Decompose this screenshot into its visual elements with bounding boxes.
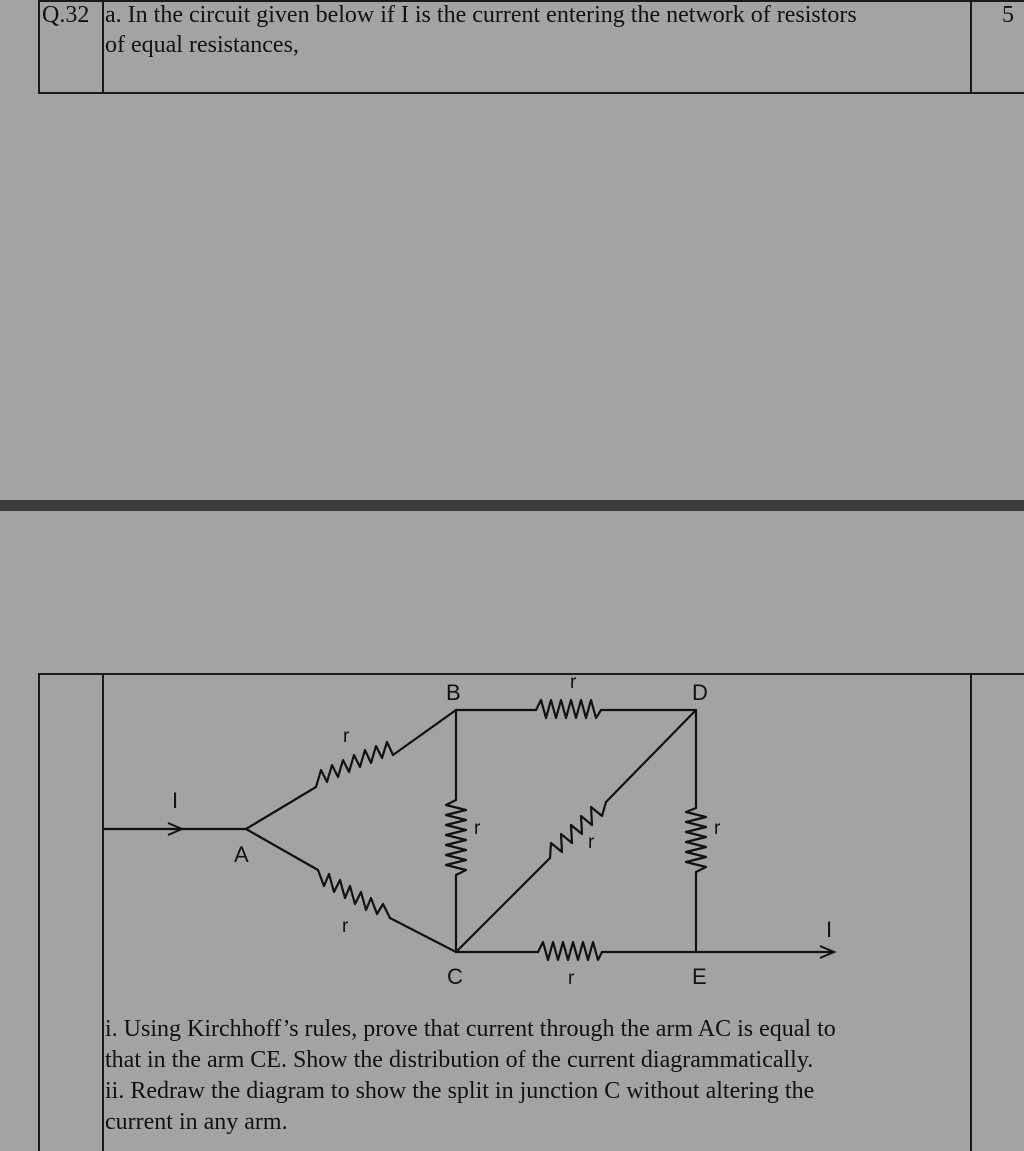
resistor-ce <box>456 942 696 960</box>
marks: 5 <box>1002 2 1014 28</box>
current-out-label: I <box>826 917 833 942</box>
resistor-label-bd: r <box>570 672 577 693</box>
resistor-bd <box>456 700 696 718</box>
current-in-label: I <box>172 788 179 813</box>
node-label-d: D <box>692 680 708 705</box>
node-label-c: C <box>447 964 463 989</box>
resistor-ac <box>246 829 456 952</box>
subpart-ii-line-2: current in any arm. <box>105 1109 288 1135</box>
resistor-label-bc: r <box>474 818 481 839</box>
part-a-line-2: of equal resistances, <box>105 32 299 58</box>
part-a-line-1: a. In the circuit given below if I is the current entering the network of resistors <box>105 2 857 28</box>
resistor-ab <box>246 710 456 829</box>
resistor-cd <box>456 710 696 952</box>
resistor-label-cd: r <box>588 832 595 853</box>
node-label-e: E <box>692 964 707 989</box>
resistor-label-ce: r <box>568 968 575 989</box>
subpart-ii-line-1: ii. Redraw the diagram to show the split in junction C without altering the <box>105 1078 815 1104</box>
question-number: Q.32 <box>42 2 90 28</box>
subpart-i-line-1: i. Using Kirchhoff’s rules, prove that current through the arm AC is equal to <box>105 1016 836 1042</box>
resistor-de <box>686 710 706 952</box>
subpart-i-line-2: that in the arm CE. Show the distribution of the current diagrammatically. <box>105 1047 814 1073</box>
resistor-label-ab: r <box>343 726 350 747</box>
resistor-bc <box>446 710 466 952</box>
resistor-label-ac: r <box>342 916 349 937</box>
node-label-a: A <box>234 842 249 867</box>
resistor-label-de: r <box>714 818 721 839</box>
node-label-b: B <box>446 680 461 705</box>
